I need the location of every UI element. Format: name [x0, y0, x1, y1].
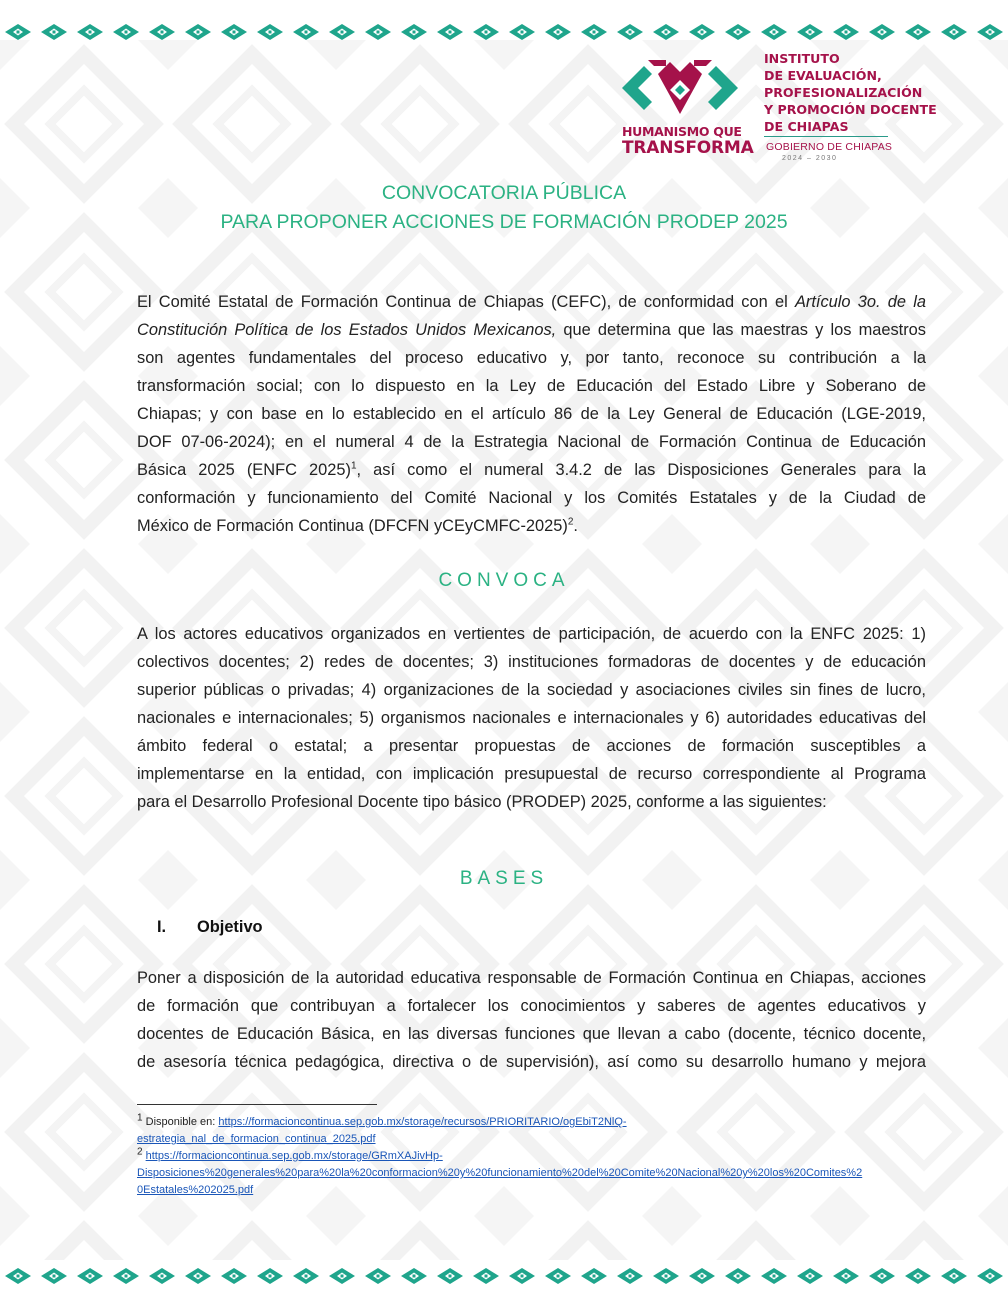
paragraph-line: nacionales e internacionales; 5) organismos nacionales e internacionales y 6) autoridades educativas del — [137, 709, 926, 727]
bases-heading: BASES — [459, 868, 549, 889]
paragraph-line: de formación que contribuyan a fortalecer los conocimientos y saberes de agentes educativos y — [137, 997, 926, 1015]
paragraph-line — [137, 316, 926, 344]
institute-line: INSTITUTO — [764, 51, 840, 66]
institute-line: Y PROMOCIÓN DOCENTE — [764, 102, 937, 117]
section-number: I. — [157, 918, 167, 936]
paragraph-line: conformación y funcionamiento del Comité Nacional y los Comités Estatales y de la Ciudad de — [137, 489, 926, 507]
text-run: Básica 2025 (ENFC 2025) — [137, 461, 351, 479]
intro-paragraph — [137, 288, 926, 540]
section-title: Objetivo — [197, 918, 263, 936]
paragraph-line: son agentes fundamentales del proceso educativo y, por tanto, reconoce su contribución a la — [137, 349, 926, 367]
text-run: que determina que las maestras y los maestros — [556, 321, 926, 339]
institute-line: DE EVALUACIÓN, — [764, 68, 882, 83]
government-name: GOBIERNO DE CHIAPAS — [766, 141, 893, 153]
footnote-link-2[interactable]: https://formacioncontinua.sep.gob.mx/storage/GRmXAJivHp- — [145, 1150, 443, 1162]
paragraph-line: colectivos docentes; 2) redes de docentes; 3) instituciones formadoras de docentes y de educación — [137, 653, 926, 671]
footnote-link-2-cont[interactable]: Disposiciones%20generales%20para%20la%20conformacion%20y%20funcionamiento%20del%20Comite%20Nacional%20y%20los%20Comites%2 — [137, 1167, 863, 1179]
slogan-line1: HUMANISMO QUE — [622, 124, 742, 139]
paragraph-line: Poner a disposición de la autoridad educativa responsable de Formación Continua en Chiapas, acciones — [137, 969, 926, 987]
text-run: , así como el numeral 3.4.2 de las Disposiciones Generales para la — [356, 461, 926, 479]
institute-line: DE CHIAPAS — [764, 119, 849, 134]
footnote-2 — [137, 1148, 937, 1165]
paragraph-line: para el Desarrollo Profesional Docente tipo básico (PRODEP) 2025, conforme a las siguientes: — [137, 793, 827, 811]
call-paragraph — [137, 620, 926, 816]
italic-run: Artículo 3o. de la — [794, 293, 926, 311]
footnote-ref-1[interactable]: 1 — [350, 460, 357, 472]
government-divider — [764, 136, 888, 137]
document-title-line1: CONVOCATORIA PÚBLICA — [381, 182, 627, 204]
paragraph-line: docentes de Educación Básica, en las diversas funciones que llevan a cabo (docente, técnico docente, — [137, 1025, 926, 1043]
footnote-link-1-cont[interactable]: estrategia_nal_de_formacion_continua_2025.pdf — [137, 1133, 376, 1145]
paragraph-line: de asesoría técnica pedagógica, directiva o de supervisión), así como su desarrollo humano y mejora — [137, 1053, 926, 1071]
slogan-line2: TRANSFORMA — [622, 138, 754, 158]
paragraph-line: implementarse en la entidad, con implicación presupuestal de recurso correspondiente al Programa — [137, 765, 926, 783]
paragraph-line — [137, 512, 926, 540]
footnote-2-cont2 — [137, 1182, 937, 1199]
footnote-number: 1 — [137, 1112, 143, 1124]
institution-logo — [618, 52, 998, 172]
paragraph-line: superior públicas o privadas; 4) organizaciones de la sociedad y asociaciones civiles sin fines de lucro, — [137, 681, 926, 699]
paragraph-line: Chiapas; y con base en lo establecido en el artículo 86 de la Ley General de Educación (LGE-2019, — [137, 405, 926, 423]
footnote-link-1[interactable]: https://formacioncontinua.sep.gob.mx/storage/recursos/PRIORITARIO/ogEbiT2NlQ- — [218, 1116, 627, 1128]
objective-paragraph — [137, 964, 926, 1076]
humanismo-emblem-icon — [618, 52, 742, 122]
institute-name — [764, 50, 996, 135]
footnote-label: Disponible en: — [142, 1116, 219, 1128]
footnote-link-2-cont2[interactable]: 0Estatales%202025.pdf — [137, 1184, 254, 1196]
footnote-number: 2 — [137, 1146, 143, 1158]
paragraph-line — [137, 288, 926, 316]
paragraph-line: transformación social; con lo dispuesto en la Ley de Educación del Estado Libre y Soberano de — [137, 377, 926, 395]
government-years: 2024 – 2030 — [782, 155, 838, 162]
text-run: El Comité Estatal de Formación Continua de Chiapas (CEFC), de conformidad con el — [137, 293, 795, 311]
paragraph-line: A los actores educativos organizados en vertientes de participación, de acuerdo con la ENFC 2025: 1) — [137, 625, 926, 643]
paragraph-line — [137, 456, 926, 484]
footnote-2-cont — [137, 1165, 937, 1182]
footnote-divider — [137, 1104, 377, 1105]
document-title-line2: PARA PROPONER ACCIONES DE FORMACIÓN PRODEP 2025 — [220, 211, 788, 233]
text-run: México de Formación Continua (DFCFN yCEyCMFC-2025) — [137, 517, 568, 535]
italic-run: Constitución Política de los Estados Unidos Mexicanos, — [137, 321, 557, 339]
footnote-1-cont — [137, 1131, 937, 1148]
paragraph-line: ámbito federal o estatal; a presentar propuestas de acciones de formación susceptibles a — [137, 737, 926, 755]
footnote-1 — [137, 1114, 937, 1131]
footnotes — [137, 1114, 937, 1199]
institute-line: PROFESIONALIZACIÓN — [764, 85, 923, 100]
slogan — [622, 124, 754, 156]
text-run: . — [573, 517, 578, 535]
paragraph-line: DOF 07-06-2024); en el numeral 4 de la Estrategia Nacional de Formación Continua de Educación — [137, 433, 926, 451]
convoca-heading: CONVOCA — [438, 570, 570, 591]
footnote-ref-2[interactable]: 2 — [567, 516, 574, 528]
section-heading-objetivo — [157, 918, 263, 937]
